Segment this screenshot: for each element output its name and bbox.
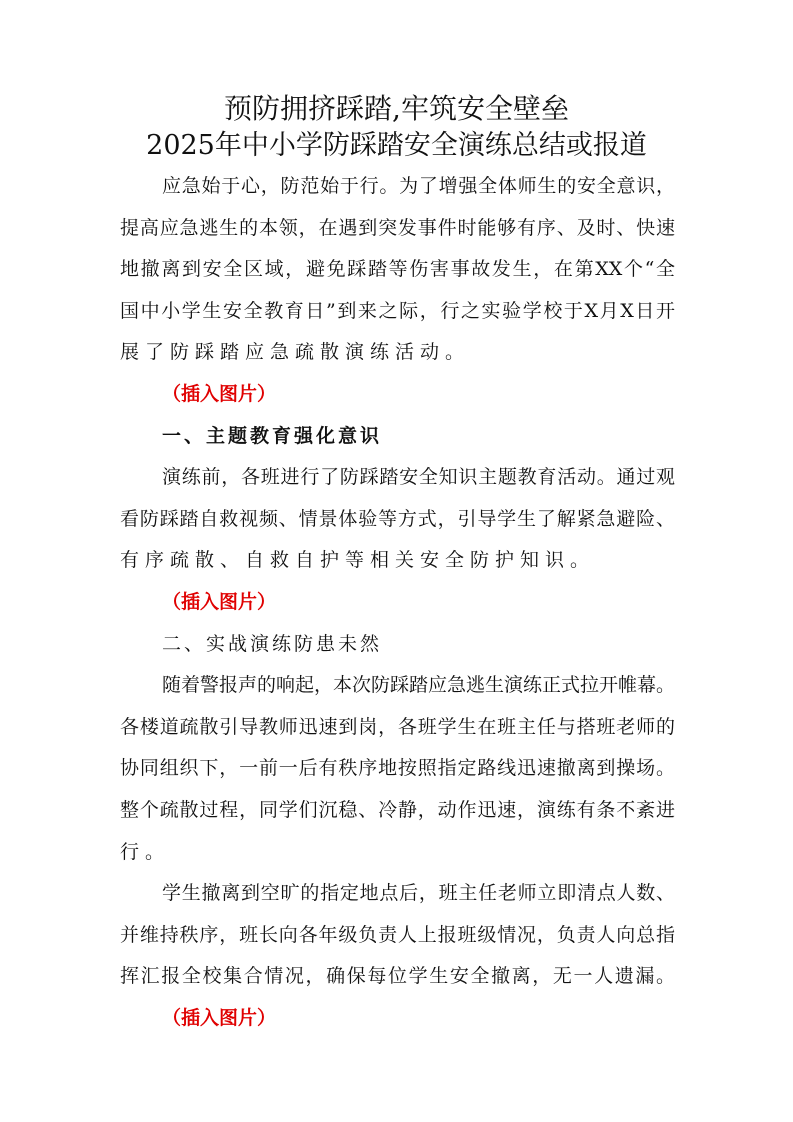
section-heading-2: 二、实战演练防患未然 [162, 632, 383, 655]
document-title: 预防拥挤踩踏,牢筑安全壁垒 [224, 92, 569, 125]
text-line: 国中小学生安全教育日”到来之际，行之实验学校于X月X日开 [120, 299, 675, 322]
text-line: 应急始于心，防范始于行。为了增强全体师生的安全意识， [162, 175, 675, 197]
paragraph-drill [120, 665, 675, 873]
text-line: 演练前，各班进行了防踩踏安全知识主题教育活动。通过观 [162, 466, 675, 489]
text-line: 地撤离到安全区域，避免踩踏等伤害事故发生，在第XX个“全 [120, 258, 675, 281]
insert-image-marker: （插入图片） [162, 590, 277, 613]
text-line: 行。 [120, 840, 171, 863]
paragraph-assembly [120, 873, 675, 998]
section-heading-1: 一、主题教育强化意识 [162, 424, 383, 447]
text-line: 提高应急逃生的本领，在遇到突发事件时能够有序、及时、快速 [120, 216, 675, 239]
paragraph-intro [120, 166, 675, 374]
insert-image-marker: （插入图片） [162, 382, 277, 405]
text-line: 学生撤离到空旷的指定地点后，班主任老师立即清点人数、 [162, 882, 675, 905]
text-line: 看防踩踏自救视频、情景体验等方式，引导学生了解紧急避险、 [120, 507, 675, 530]
text-line: 并维持秩序，班长向各年级负责人上报班级情况，负责人向总指 [120, 923, 675, 946]
text-line: 各楼道疏散引导教师迅速到岗，各班学生在班主任与搭班老师的 [120, 715, 675, 738]
text-line: 挥汇报全校集合情况，确保每位学生安全撤离，无一人遗漏。 [120, 965, 675, 988]
text-line: 展了防踩踏应急疏散演练活动。 [120, 341, 471, 364]
document-subtitle: 2025年中小学防踩踏安全演练总结或报道 [146, 130, 647, 161]
paragraph-education [120, 457, 675, 582]
text-line: 随着警报声的响起，本次防踩踏应急逃生演练正式拉开帷幕。 [162, 674, 676, 697]
text-line: 协同组织下，一前一后有秩序地按照指定路线迅速撤离到操场。 [120, 757, 675, 780]
text-line: 有序疏散、自救自护等相关安全防护知识。 [120, 549, 596, 572]
text-line: 整个疏散过程，同学们沉稳、冷静，动作迅速，演练有条不紊进 [120, 798, 675, 821]
insert-image-marker: （插入图片） [162, 1006, 277, 1029]
document-body [120, 166, 675, 1039]
